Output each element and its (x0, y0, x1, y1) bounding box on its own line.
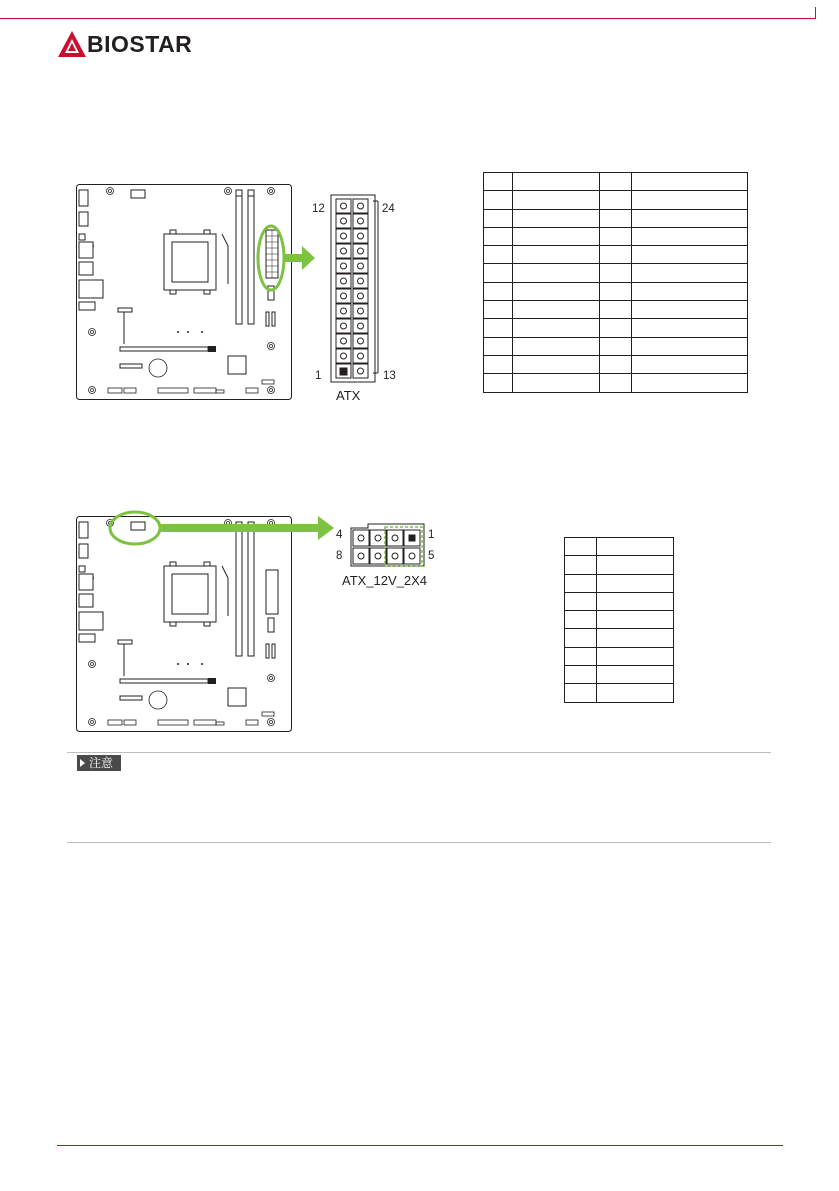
table-cell (600, 209, 632, 227)
atx-pin-hole (358, 263, 364, 269)
table-cell (600, 374, 632, 392)
atx-pin-hole (341, 233, 347, 239)
atx-pin-cell (336, 334, 351, 348)
table-cell (484, 173, 513, 191)
table-row (565, 629, 674, 647)
atx-pin-table (483, 172, 748, 393)
table-cell (484, 355, 513, 373)
table-cell (513, 355, 600, 373)
atx-pin-hole (341, 338, 347, 344)
table-cell (484, 319, 513, 337)
atx-pin-hole (358, 203, 364, 209)
bottom-rule (57, 1145, 783, 1146)
table-cell (513, 264, 600, 282)
atx-pin-cell (353, 199, 368, 213)
table-row (565, 647, 674, 665)
atx-pin-cell (353, 259, 368, 273)
table-cell (513, 191, 600, 209)
atx-pin1-square (340, 368, 347, 375)
table-cell (631, 191, 747, 209)
table-cell (565, 684, 597, 702)
atx-pin-cell (353, 349, 368, 363)
table-cell (513, 301, 600, 319)
table-cell (596, 574, 673, 592)
table-cell (596, 684, 673, 702)
biostar-logo-mark (57, 30, 87, 60)
table-cell (484, 209, 513, 227)
table-cell (565, 647, 597, 665)
atx-pin-cell (353, 289, 368, 303)
table-cell (484, 301, 513, 319)
atx-pin-hole (358, 278, 364, 284)
table-row (484, 264, 748, 282)
table-cell (631, 282, 747, 300)
table-cell (596, 666, 673, 684)
atx12v-pin-8-label: 8 (336, 550, 343, 562)
atx-pin-hole (358, 233, 364, 239)
atx-pin-hole (341, 263, 347, 269)
note-label: 注意 (89, 756, 114, 770)
biostar-logo (57, 30, 197, 62)
table-cell (631, 227, 747, 245)
atx12v-pin-1-label: 1 (428, 529, 435, 541)
table-cell (484, 374, 513, 392)
table-cell (600, 355, 632, 373)
atx12v-pin-5-label: 5 (428, 550, 435, 562)
highlight-arrow-2 (108, 508, 334, 548)
table-row (484, 319, 748, 337)
table-row (484, 227, 748, 245)
table-cell (596, 556, 673, 574)
table-row (565, 684, 674, 702)
table-cell (513, 374, 600, 392)
table-cell (565, 574, 597, 592)
atx-pin-hole (358, 218, 364, 224)
atx-pin-24-label: 24 (382, 203, 395, 215)
table-cell (513, 227, 600, 245)
table-cell (513, 319, 600, 337)
atx-pin-hole (341, 308, 347, 314)
table-cell (565, 592, 597, 610)
table-cell (513, 282, 600, 300)
atx-pin-cell (336, 274, 351, 288)
table-cell (631, 374, 747, 392)
atx-pin-cell (353, 319, 368, 333)
table-row (484, 246, 748, 264)
table-row (484, 282, 748, 300)
table-cell (596, 647, 673, 665)
table-cell (484, 191, 513, 209)
table-cell (631, 246, 747, 264)
atx-pin-cell (336, 349, 351, 363)
note-tag (77, 755, 121, 771)
atx-pin-cell (336, 319, 351, 333)
atx12v-label: ATX_12V_2X4 (342, 573, 428, 588)
table-cell (484, 246, 513, 264)
atx-pin-1-label: 1 (315, 370, 322, 382)
table-row (484, 337, 748, 355)
table-cell (600, 191, 632, 209)
table-cell (513, 246, 600, 264)
table-cell (596, 592, 673, 610)
table-cell (565, 556, 597, 574)
table-cell (631, 301, 747, 319)
table-cell (600, 227, 632, 245)
atx-label: ATX (336, 388, 361, 403)
table-cell (631, 264, 747, 282)
table-row (484, 355, 748, 373)
table-cell (565, 629, 597, 647)
atx-pin-13-label: 13 (383, 370, 396, 382)
table-row (484, 209, 748, 227)
top-rule (0, 18, 815, 19)
atx-pin-hole (358, 293, 364, 299)
atx12v-pin-table (564, 537, 674, 703)
table-cell (484, 282, 513, 300)
atx-pin-hole (358, 248, 364, 254)
table-cell (600, 173, 632, 191)
atx-pin-hole (341, 323, 347, 329)
logo-text: BIOSTAR (87, 31, 193, 57)
atx-pin-hole (358, 323, 364, 329)
table-cell (484, 264, 513, 282)
table-cell (631, 355, 747, 373)
atx-pin-cell (336, 304, 351, 318)
table-cell (513, 337, 600, 355)
table-row (484, 374, 748, 392)
table-cell (484, 227, 513, 245)
table-cell (600, 264, 632, 282)
top-rule-tick (815, 7, 816, 19)
atx-pin-cell (353, 229, 368, 243)
table-row (565, 666, 674, 684)
atx-pin-cell (353, 274, 368, 288)
atx-pin-cell (336, 259, 351, 273)
table-row (565, 592, 674, 610)
note-triangle-icon (80, 759, 85, 767)
atx-pin-hole (341, 278, 347, 284)
atx-pin-12-label: 12 (312, 203, 325, 215)
atx-pin-cell (336, 214, 351, 228)
atx-pin-hole (358, 338, 364, 344)
atx12v-pin-4-label: 4 (336, 529, 343, 541)
atx-pin-hole (341, 353, 347, 359)
atx-pin-hole (358, 308, 364, 314)
atx-pin-cell (353, 244, 368, 258)
atx-pin-cell (353, 364, 368, 378)
table-cell (484, 337, 513, 355)
table-row (565, 538, 674, 556)
table-row (484, 191, 748, 209)
motherboard-diagram-2 (76, 516, 292, 732)
table-row (565, 611, 674, 629)
atx-pin-cell (336, 289, 351, 303)
table-cell (600, 246, 632, 264)
table-cell (631, 173, 747, 191)
atx-pin-cell (336, 229, 351, 243)
atx-pin-hole (341, 293, 347, 299)
table-cell (600, 301, 632, 319)
table-row (484, 173, 748, 191)
table-cell (596, 538, 673, 556)
table-cell (565, 611, 597, 629)
table-cell (631, 209, 747, 227)
table-cell (631, 337, 747, 355)
atx-pin-cell (353, 304, 368, 318)
atx-pin-cell (353, 334, 368, 348)
atx-pin-hole (341, 248, 347, 254)
atx-pin-cell (336, 244, 351, 258)
atx12v-connector-pinout (348, 518, 428, 570)
table-cell (600, 282, 632, 300)
table-cell (631, 319, 747, 337)
table-row (565, 556, 674, 574)
table-cell (513, 173, 600, 191)
atx-pin-hole (358, 353, 364, 359)
atx-pin-hole (358, 368, 364, 374)
atx-connector-pinout (328, 193, 380, 385)
table-cell (565, 666, 597, 684)
table-cell (600, 337, 632, 355)
note-top-rule (67, 752, 771, 753)
atx-pin-cell (336, 199, 351, 213)
note-bottom-rule (67, 842, 771, 843)
table-cell (596, 611, 673, 629)
atx-pin-cell (353, 214, 368, 228)
table-cell (600, 319, 632, 337)
atx-pin-hole (341, 203, 347, 209)
table-cell (513, 209, 600, 227)
table-row (484, 301, 748, 319)
table-cell (565, 538, 597, 556)
highlight-arrow-1 (255, 220, 315, 296)
table-row (565, 574, 674, 592)
atx-pin-hole (341, 218, 347, 224)
table-cell (596, 629, 673, 647)
